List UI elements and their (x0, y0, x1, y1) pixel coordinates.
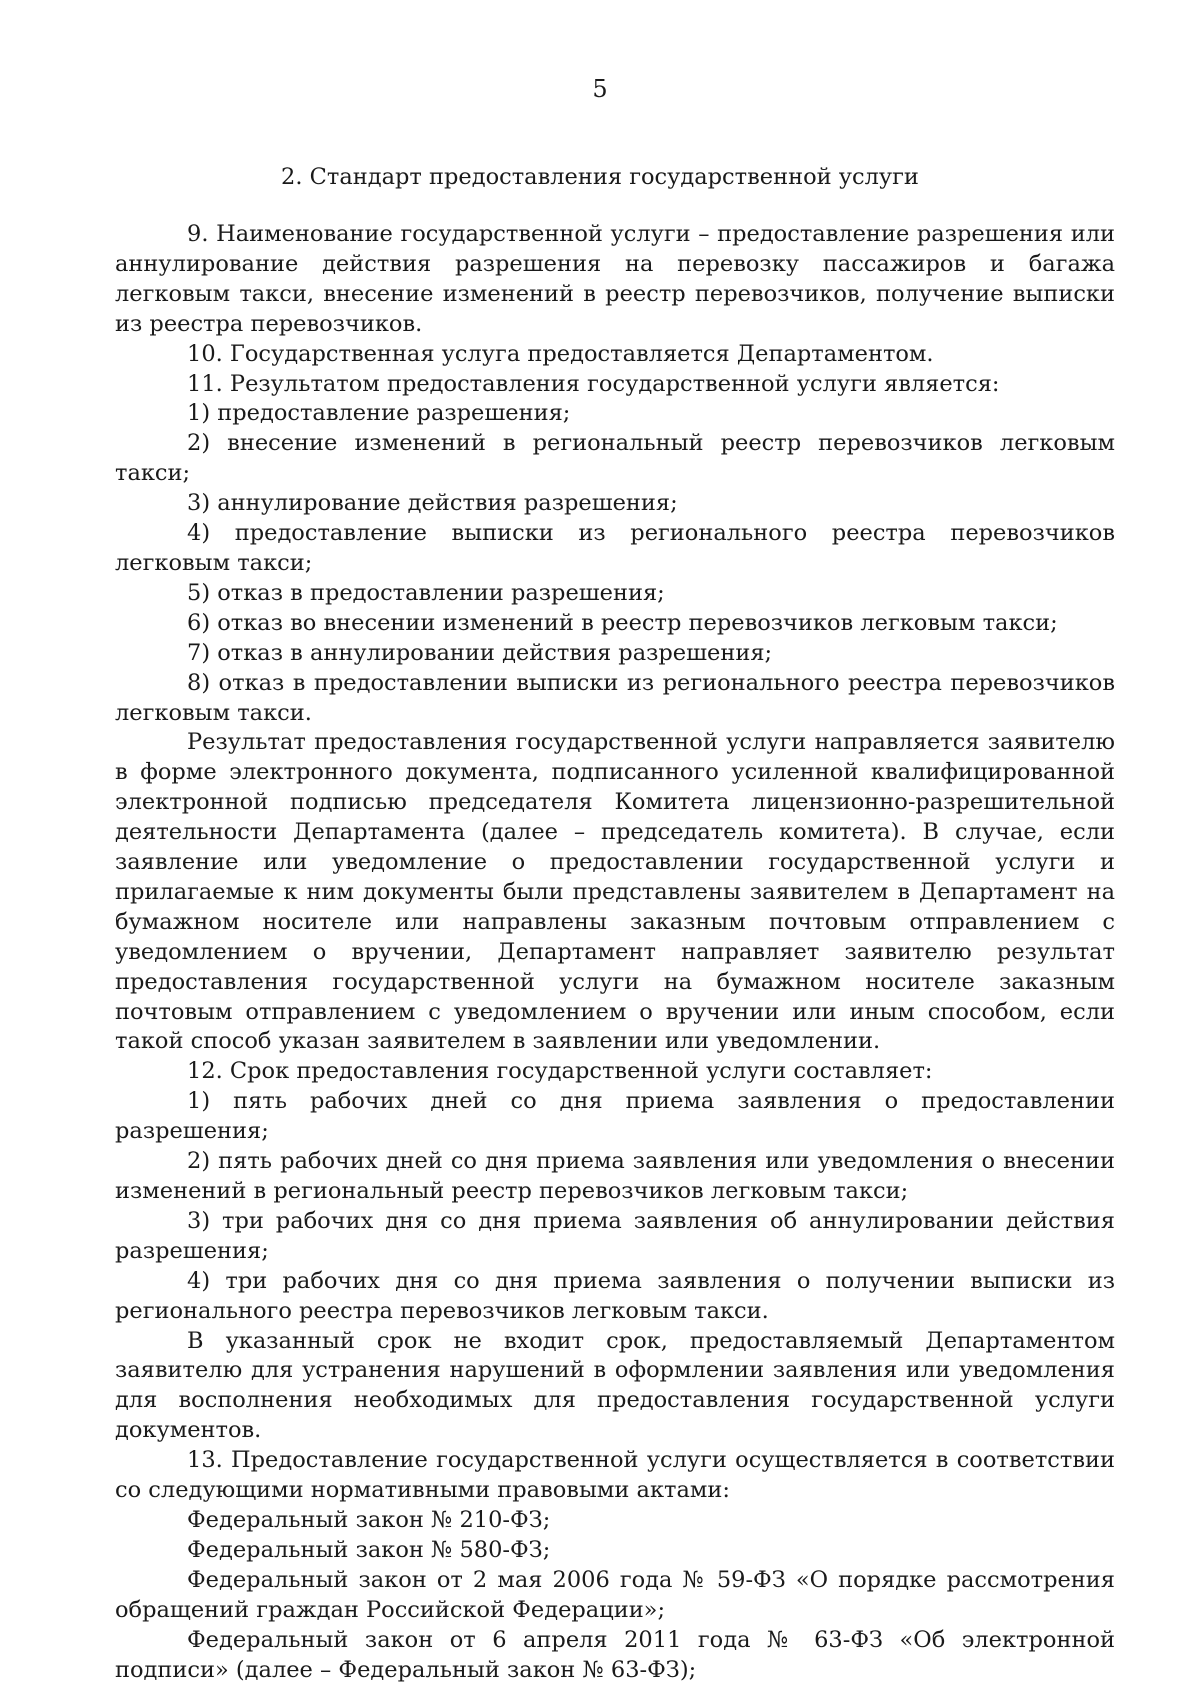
result-item-5: 5) отказ в предоставлении разрешения; (187, 579, 665, 606)
paragraph-12-deadlines-intro: 12. Срок предоставления государственной услуги составляет: (187, 1058, 933, 1085)
paragraph-11-results-intro: 11. Результатом предоставления государственной услуги является: (187, 370, 1000, 397)
legal-act-item: Федеральный закон от 2 мая 2006 года № 59-ФЗ «О порядке рассмотрения обращений граждан Российской Федерации»; (115, 1566, 1115, 1623)
paragraph-10-provider: 10. Государственная услуга предоставляется Департаментом. (187, 340, 934, 367)
page-number: 5 (592, 75, 608, 103)
legal-act-item: Федеральный закон от 6 апреля 2011 года № 63-ФЗ «Об электронной подписи» (далее – Федеральный закон № 63-ФЗ); (115, 1626, 1115, 1683)
deadline-exclusion-paragraph: В указанный срок не входит срок, предоставляемый Департаментом заявителю для устранения нарушений в оформлении заявления или уведомления для восполнения необходимых для предоставления государственной услуги документов. (115, 1327, 1115, 1444)
deadline-item-4: 4) три рабочих дня со дня приема заявления о получении выписки из регионального реестра перевозчиков легковым такси. (115, 1267, 1115, 1324)
paragraph-9-service-name: 9. Наименование государственной услуги – предоставление разрешения или аннулирование действия разрешения на перевозку пассажиров и багажа легковым такси, внесение изменений в реестр перевозчиков, получение выписки из реестра перевозчиков. (115, 221, 1115, 337)
result-item-6: 6) отказ во внесении изменений в реестр перевозчиков легковым такси; (187, 609, 1058, 636)
section-heading: 2. Стандарт предоставления государственной услуги (281, 164, 919, 190)
result-item-8: 8) отказ в предоставлении выписки из регионального реестра перевозчиков легковым такси. (115, 669, 1115, 726)
result-item-1: 1) предоставление разрешения; (187, 400, 571, 427)
deadline-item-3: 3) три рабочих дня со дня приема заявления об аннулировании действия разрешения; (115, 1207, 1115, 1264)
document-body (115, 220, 1115, 1685)
legal-act-item: Федеральный закон № 210-ФЗ; (187, 1506, 551, 1533)
deadline-item-1: 1) пять рабочих дней со дня приема заявления о предоставлении разрешения; (115, 1088, 1115, 1145)
paragraph-13-legal-acts-intro: 13. Предоставление государственной услуги осуществляется в соответствии со следующими нормативными правовыми актами: (115, 1447, 1115, 1504)
result-item-3: 3) аннулирование действия разрешения; (187, 490, 678, 517)
legal-act-item: Федеральный закон № 580-ФЗ; (187, 1536, 551, 1563)
deadline-item-2: 2) пять рабочих дней со дня приема заявления или уведомления о внесении изменений в региональный реестр перевозчиков легковым такси; (115, 1148, 1115, 1204)
result-item-2: 2) внесение изменений в региональный реестр перевозчиков легковым такси; (115, 430, 1115, 487)
result-item-4: 4) предоставление выписки из регионального реестра перевозчиков легковым такси; (115, 520, 1115, 576)
result-item-7: 7) отказ в аннулировании действия разрешения; (187, 639, 773, 666)
result-delivery-paragraph: Результат предоставления государственной услуги направляется заявителю в форме электронного документа, подписанного усиленной квалифицированной электронной подписью председателя Комитета лицензионно-разрешительной деятельности Департамента (далее – председатель комитета). В случае, если заявление или уведомление о предоставлении государственной услуги и прилагаемые к ним документы были представлены заявителем в Департамент на бумажном носителе или направлены заказным почтовым отправлением с уведомлением о вручении, Департамент направляет заявителю результат предоставления государственной услуги на бумажном носителе заказным почтовым отправлением с уведомлением о вручении или иным способом, если такой способ указан заявителем в заявлении или уведомлении. (115, 729, 1115, 1055)
